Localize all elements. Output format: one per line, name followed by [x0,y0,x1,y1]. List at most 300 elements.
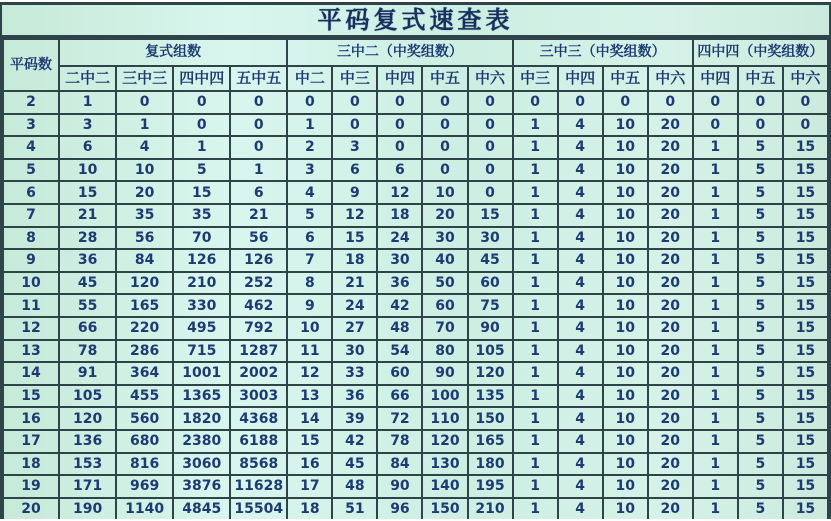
table-cell: 5 [738,227,783,250]
table-cell: 27 [332,317,377,340]
table-cell: 5 [738,453,783,476]
column-header: 中四 [377,66,422,91]
table-cell: 4 [558,227,603,250]
table-cell: 10 [603,317,648,340]
table-cell: 1 [513,272,558,295]
table-cell: 0 [287,91,332,114]
table-cell: 1 [116,114,173,137]
table-cell: 75 [468,294,513,317]
table-cell: 180 [468,453,513,476]
table-cell: 48 [332,475,377,498]
table-cell: 1 [513,227,558,250]
table-cell: 1 [230,159,287,182]
table-cell: 120 [468,362,513,385]
table-cell: 42 [332,430,377,453]
table-cell: 36 [59,249,116,272]
column-header: 中四 [693,66,738,91]
table-cell: 210 [173,272,230,295]
table-cell: 4 [558,340,603,363]
table-cell: 60 [377,362,422,385]
table-row [3,159,828,182]
table-row [3,340,828,363]
table-cell: 0 [468,114,513,137]
column-header: 中三 [513,66,558,91]
table-cell: 0 [116,91,173,114]
table-cell: 0 [783,114,828,137]
table-cell: 9 [332,181,377,204]
table-cell: 18 [332,249,377,272]
column-group-header-three-hit-two: 三中二（中奖组数） [287,39,512,66]
table-cell: 30 [422,227,467,250]
table-cell: 8568 [230,453,287,476]
column-header: 中六 [468,66,513,91]
table-cell: 0 [468,91,513,114]
table-row [3,227,828,250]
table-cell: 20 [648,136,693,159]
table-cell: 165 [116,294,173,317]
table-cell: 816 [116,453,173,476]
table-cell: 6 [377,159,422,182]
table-cell: 45 [332,453,377,476]
table-cell: 0 [377,114,422,137]
row-label: 10 [3,272,59,295]
table-cell: 1 [693,249,738,272]
table-cell: 1 [287,114,332,137]
table-cell: 100 [422,385,467,408]
table-cell: 715 [173,340,230,363]
table-cell: 0 [468,181,513,204]
table-cell: 33 [332,362,377,385]
table-cell: 15 [783,272,828,295]
table-cell: 1140 [116,498,173,519]
table-cell: 56 [116,227,173,250]
table-cell: 51 [332,498,377,519]
table-cell: 20 [648,362,693,385]
table-cell: 4 [558,294,603,317]
table-cell: 15 [783,498,828,519]
table-cell: 6 [332,159,377,182]
table-cell: 55 [59,294,116,317]
table-cell: 15 [783,227,828,250]
table-cell: 20 [648,407,693,430]
table-cell: 1 [513,159,558,182]
table-cell: 5 [738,294,783,317]
table-cell: 91 [59,362,116,385]
table-cell: 6 [59,136,116,159]
column-header: 中三 [332,66,377,91]
table-cell: 0 [558,91,603,114]
table-cell: 90 [377,475,422,498]
table-cell: 20 [648,340,693,363]
column-group-header-compound-groups: 复式组数 [59,39,287,66]
column-header: 中五 [738,66,783,91]
table-row [3,317,828,340]
table-row [3,114,828,137]
table-cell: 48 [377,317,422,340]
header-sub-row [3,66,828,91]
table-cell: 165 [468,430,513,453]
table-cell: 45 [468,249,513,272]
table-cell: 136 [59,430,116,453]
table-cell: 0 [332,91,377,114]
table-cell: 14 [287,407,332,430]
table-cell: 1 [693,453,738,476]
table-cell: 66 [377,385,422,408]
table-cell: 10 [603,340,648,363]
table-cell: 120 [422,430,467,453]
column-header: 五中五 [230,66,287,91]
row-label: 13 [3,340,59,363]
table-cell: 20 [648,385,693,408]
table-cell: 10 [422,181,467,204]
column-header-row-label: 平码数 [3,39,59,91]
table-cell: 30 [468,227,513,250]
table-cell: 3 [332,136,377,159]
table-cell: 36 [377,272,422,295]
table-cell: 1 [513,475,558,498]
table-cell: 195 [468,475,513,498]
table-cell: 15 [783,407,828,430]
table-cell: 15 [783,453,828,476]
table-cell: 4 [558,204,603,227]
table-cell: 5 [738,407,783,430]
table-cell: 15504 [230,498,287,519]
column-header: 二中二 [59,66,116,91]
table-cell: 17 [287,475,332,498]
table-cell: 5 [738,159,783,182]
row-label: 4 [3,136,59,159]
table-cell: 0 [513,91,558,114]
table-cell: 18 [287,498,332,519]
row-label: 18 [3,453,59,476]
table-cell: 105 [468,340,513,363]
table-cell: 6 [230,181,287,204]
table-cell: 120 [116,272,173,295]
table-cell: 126 [230,249,287,272]
table-cell: 252 [230,272,287,295]
table-cell: 3003 [230,385,287,408]
table-cell: 1 [513,114,558,137]
table-cell: 210 [468,498,513,519]
table-cell: 4 [558,136,603,159]
table-cell: 5 [738,136,783,159]
table-cell: 171 [59,475,116,498]
table-cell: 4845 [173,498,230,519]
table-cell: 2380 [173,430,230,453]
table-cell: 28 [59,227,116,250]
table-row [3,475,828,498]
table-cell: 1 [173,136,230,159]
table-cell: 20 [648,114,693,137]
table-cell: 1 [693,272,738,295]
table-cell: 0 [422,114,467,137]
table-cell: 1365 [173,385,230,408]
table-cell: 80 [422,340,467,363]
table-cell: 5 [738,272,783,295]
table-row [3,272,828,295]
table-cell: 1 [513,249,558,272]
row-label: 14 [3,362,59,385]
table-cell: 0 [693,91,738,114]
table-cell: 1 [693,340,738,363]
table-cell: 0 [173,91,230,114]
table-cell: 126 [173,249,230,272]
table-cell: 0 [377,136,422,159]
row-label: 8 [3,227,59,250]
table-cell: 21 [332,272,377,295]
table-cell: 4 [558,159,603,182]
row-label: 15 [3,385,59,408]
table-cell: 0 [332,114,377,137]
table-cell: 220 [116,317,173,340]
table-cell: 54 [377,340,422,363]
column-header: 中五 [422,66,467,91]
table-row [3,407,828,430]
table-cell: 10 [603,430,648,453]
table-cell: 5 [738,385,783,408]
table-cell: 1 [59,91,116,114]
table-cell: 15 [783,317,828,340]
table-cell: 11628 [230,475,287,498]
table-cell: 0 [230,114,287,137]
table-cell: 5 [738,317,783,340]
table-cell: 20 [648,227,693,250]
table-cell: 10 [603,136,648,159]
table-cell: 3 [287,159,332,182]
table-cell: 10 [603,294,648,317]
table-cell: 4 [558,407,603,430]
table-cell: 15 [173,181,230,204]
table-cell: 8 [287,272,332,295]
table-cell: 5 [738,475,783,498]
table-cell: 5 [738,340,783,363]
table-cell: 15 [783,294,828,317]
table-cell: 4368 [230,407,287,430]
table-cell: 1 [693,294,738,317]
table-cell: 24 [377,227,422,250]
table-cell: 20 [648,181,693,204]
table-cell: 0 [603,91,648,114]
table-cell: 15 [783,181,828,204]
table-cell: 0 [738,114,783,137]
table-cell: 4 [116,136,173,159]
table-row [3,91,828,114]
table-cell: 130 [422,453,467,476]
table-cell: 15 [783,362,828,385]
row-label: 9 [3,249,59,272]
table-cell: 330 [173,294,230,317]
table-cell: 40 [422,249,467,272]
table-cell: 12 [377,181,422,204]
header-group-row [3,39,828,66]
table-cell: 10 [603,475,648,498]
table-cell: 15 [59,181,116,204]
table-row [3,181,828,204]
table-cell: 15 [783,204,828,227]
table-cell: 7 [287,249,332,272]
table-cell: 3876 [173,475,230,498]
table-cell: 150 [468,407,513,430]
table-cell: 4 [558,385,603,408]
table-cell: 1 [693,430,738,453]
table-cell: 4 [558,475,603,498]
table-cell: 5 [738,362,783,385]
table-cell: 135 [468,385,513,408]
table-cell: 286 [116,340,173,363]
table-cell: 24 [332,294,377,317]
table-cell: 4 [287,181,332,204]
table-cell: 0 [648,91,693,114]
table-cell: 5 [173,159,230,182]
table-cell: 10 [603,227,648,250]
table-cell: 680 [116,430,173,453]
table-cell: 5 [738,181,783,204]
table-cell: 0 [693,114,738,137]
table-cell: 0 [422,159,467,182]
table-cell: 15 [287,430,332,453]
column-header: 中六 [648,66,693,91]
table-cell: 1 [513,317,558,340]
table-cell: 90 [468,317,513,340]
table-cell: 20 [422,204,467,227]
lookup-table [2,38,829,519]
table-cell: 4 [558,362,603,385]
table-cell: 70 [422,317,467,340]
column-header: 中六 [783,66,828,91]
table-cell: 4 [558,249,603,272]
table-cell: 30 [377,249,422,272]
table-cell: 15 [468,204,513,227]
table-row [3,204,828,227]
table-cell: 56 [230,227,287,250]
table-row [3,453,828,476]
table-row [3,430,828,453]
table-cell: 1 [693,385,738,408]
table-cell: 3 [59,114,116,137]
table-cell: 60 [468,272,513,295]
table-cell: 1 [513,430,558,453]
table-cell: 5 [738,249,783,272]
table-cell: 105 [59,385,116,408]
table-cell: 5 [287,204,332,227]
table-cell: 969 [116,475,173,498]
table-cell: 21 [230,204,287,227]
table-cell: 10 [116,159,173,182]
table-cell: 30 [332,340,377,363]
table-cell: 0 [783,91,828,114]
table-cell: 5 [738,204,783,227]
table-cell: 462 [230,294,287,317]
table-cell: 1 [693,227,738,250]
table-cell: 1001 [173,362,230,385]
table-cell: 10 [287,317,332,340]
table-cell: 20 [648,430,693,453]
table-cell: 50 [422,272,467,295]
table-cell: 1 [513,136,558,159]
table-cell: 0 [230,136,287,159]
table-row [3,249,828,272]
table-row [3,136,828,159]
table-cell: 39 [332,407,377,430]
table-cell: 78 [377,430,422,453]
table-cell: 20 [648,294,693,317]
table-cell: 560 [116,407,173,430]
table-cell: 1 [513,453,558,476]
table-cell: 20 [648,498,693,519]
table-cell: 1 [693,362,738,385]
table-cell: 4 [558,498,603,519]
table-cell: 20 [648,159,693,182]
row-label: 19 [3,475,59,498]
table-cell: 66 [59,317,116,340]
table-cell: 1 [513,362,558,385]
row-label: 11 [3,294,59,317]
table-cell: 12 [287,362,332,385]
table-row [3,498,828,519]
table-cell: 20 [648,317,693,340]
table-cell: 20 [648,204,693,227]
table-cell: 70 [173,227,230,250]
row-label: 2 [3,91,59,114]
table-cell: 1 [513,204,558,227]
row-label: 17 [3,430,59,453]
row-label: 20 [3,498,59,519]
table-cell: 190 [59,498,116,519]
table-cell: 10 [603,453,648,476]
table-cell: 4 [558,181,603,204]
table-cell: 15 [783,340,828,363]
table-cell: 13 [287,385,332,408]
table-cell: 10 [603,362,648,385]
table-cell: 2 [287,136,332,159]
table-cell: 6 [287,227,332,250]
table-cell: 10 [603,272,648,295]
table-cell: 10 [603,204,648,227]
table-cell: 5 [738,498,783,519]
table-row [3,385,828,408]
table-row [3,294,828,317]
table-cell: 792 [230,317,287,340]
table-cell: 0 [173,114,230,137]
table-cell: 9 [287,294,332,317]
table-cell: 21 [59,204,116,227]
table-cell: 16 [287,453,332,476]
table-cell: 72 [377,407,422,430]
table-cell: 35 [116,204,173,227]
table-cell: 20 [116,181,173,204]
table-cell: 1 [693,204,738,227]
table-cell: 15 [783,475,828,498]
table-cell: 1 [693,407,738,430]
table-cell: 45 [59,272,116,295]
table-cell: 15 [783,249,828,272]
table-cell: 1 [513,407,558,430]
table-cell: 78 [59,340,116,363]
table-cell: 150 [422,498,467,519]
table-cell: 6188 [230,430,287,453]
table-cell: 12 [332,204,377,227]
table-cell: 0 [738,91,783,114]
table-cell: 0 [230,91,287,114]
table-cell: 455 [116,385,173,408]
table-cell: 4 [558,430,603,453]
table-cell: 1 [693,181,738,204]
table-cell: 1 [513,181,558,204]
column-header: 中四 [558,66,603,91]
table-cell: 20 [648,272,693,295]
table-cell: 0 [468,159,513,182]
row-label: 16 [3,407,59,430]
